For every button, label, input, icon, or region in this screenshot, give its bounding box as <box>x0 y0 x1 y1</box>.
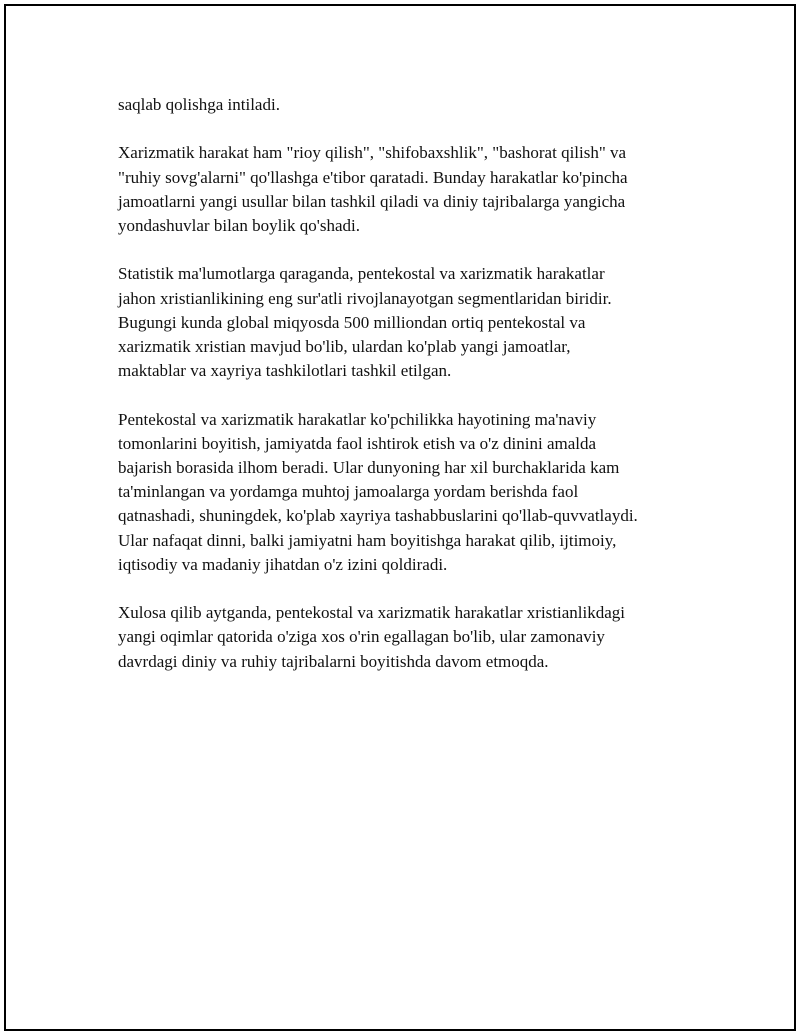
paragraph <box>118 93 698 117</box>
text-line: Xulosa qilib aytganda, pentekostal va xarizmatik harakatlar xristianlikdagi <box>118 603 626 623</box>
text-line: jahon xristianlikining eng sur'atli rivojlanayotgan segmentlaridan biridir. <box>118 288 612 308</box>
text-line: yangi oqimlar qatorida o'ziga xos o'rin egallagan bo'lib, ular zamonaviy <box>118 627 605 647</box>
text-line: maktablar va xayriya tashkilotlari tashkil etilgan. <box>118 361 452 381</box>
paragraph <box>118 408 698 577</box>
text-line: bajarish borasida ilhom beradi. Ular dunyoning har xil burchaklarida kam <box>118 458 620 477</box>
text-line: Pentekostal va xarizmatik harakatlar ko'pchilikka hayotining ma'naviy <box>118 409 597 429</box>
paragraph <box>118 262 698 383</box>
text-line: Ular nafaqat dinni, balki jamiyatni ham boyitishga harakat qilib, ijtimoiy, <box>118 530 617 550</box>
text-line: qatnashadi, shuningdek, ko'plab xayriya tashabbuslarini qo'llab-quvvatlaydi. <box>118 506 638 526</box>
text-line: xarizmatik xristian mavjud bo'lib, ulardan ko'plab yangi jamoatlar, <box>118 337 571 356</box>
paragraph <box>118 601 698 674</box>
text-line: iqtisodiy va madaniy jihatdan o'z izini qoldiradi. <box>118 554 448 574</box>
text-line: saqlab qolishga intiladi. <box>118 95 280 114</box>
text-line: Statistik ma'lumotlarga qaraganda, pentekostal va xarizmatik harakatlar <box>118 264 605 284</box>
text-line: jamoatlarni yangi usullar bilan tashkil qiladi va diniy tajribalarga yangicha <box>118 191 626 211</box>
text-line: tomonlarini boyitish, jamiyatda faol ishtirok etish va o'z dinini amalda <box>118 433 597 453</box>
text-line: "ruhiy sovg'alarni" qo'llashga e'tibor qaratadi. Bunday harakatlar ko'pincha <box>118 167 628 187</box>
text-line: yondashuvlar bilan boylik qo'shadi. <box>118 216 360 235</box>
paragraph <box>118 141 698 238</box>
document-body <box>118 93 698 698</box>
text-line: Bugungi kunda global miqyosda 500 milliondan ortiq pentekostal va <box>118 312 586 332</box>
text-line: davrdagi diniy va ruhiy tajribalarni boyitishda davom etmoqda. <box>118 651 549 671</box>
text-line: Xarizmatik harakat ham "rioy qilish", "shifobaxshlik", "bashorat qilish" va <box>118 143 627 163</box>
text-line: ta'minlangan va yordamga muhtoj jamoalarga yordam berishda faol <box>118 482 579 502</box>
